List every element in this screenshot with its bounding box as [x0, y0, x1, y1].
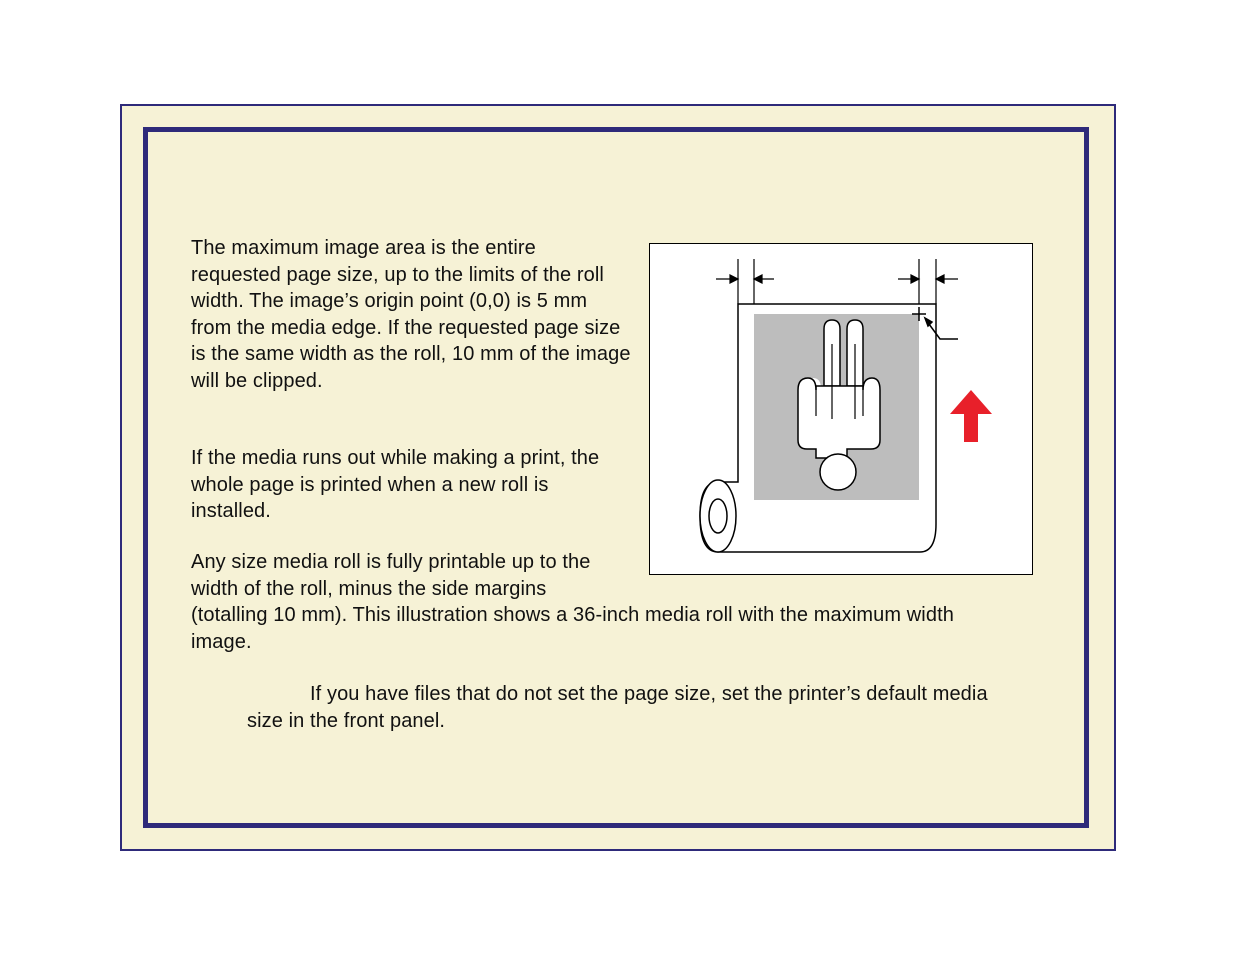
note-default-media-size: If you have files that do not set the page size, set the printer’s default media size in the front panel. — [247, 683, 988, 732]
paragraph-media-runs-out: If the media runs out while making a print, the whole page is printed when a new roll is installed. — [191, 447, 600, 522]
paragraph-printable-width-end: (totalling 10 mm). This illustration shows a 36-inch media roll with the maximum width image. — [191, 604, 954, 653]
paragraph-printable-width-start: Any size media roll is fully printable up to the width of the roll, minus the side margins — [191, 551, 591, 600]
paragraph-image-area: The maximum image area is the entire requested page size, up to the limits of the roll width. The image’s origin point (0,0) is 5 mm from the media edge. If the requested page size is the same width as the roll, 10 mm of the image will be clipped. — [191, 237, 631, 392]
left-margin-dimension — [716, 259, 774, 304]
media-roll-illustration — [649, 243, 1033, 575]
right-margin-dimension — [898, 259, 958, 304]
